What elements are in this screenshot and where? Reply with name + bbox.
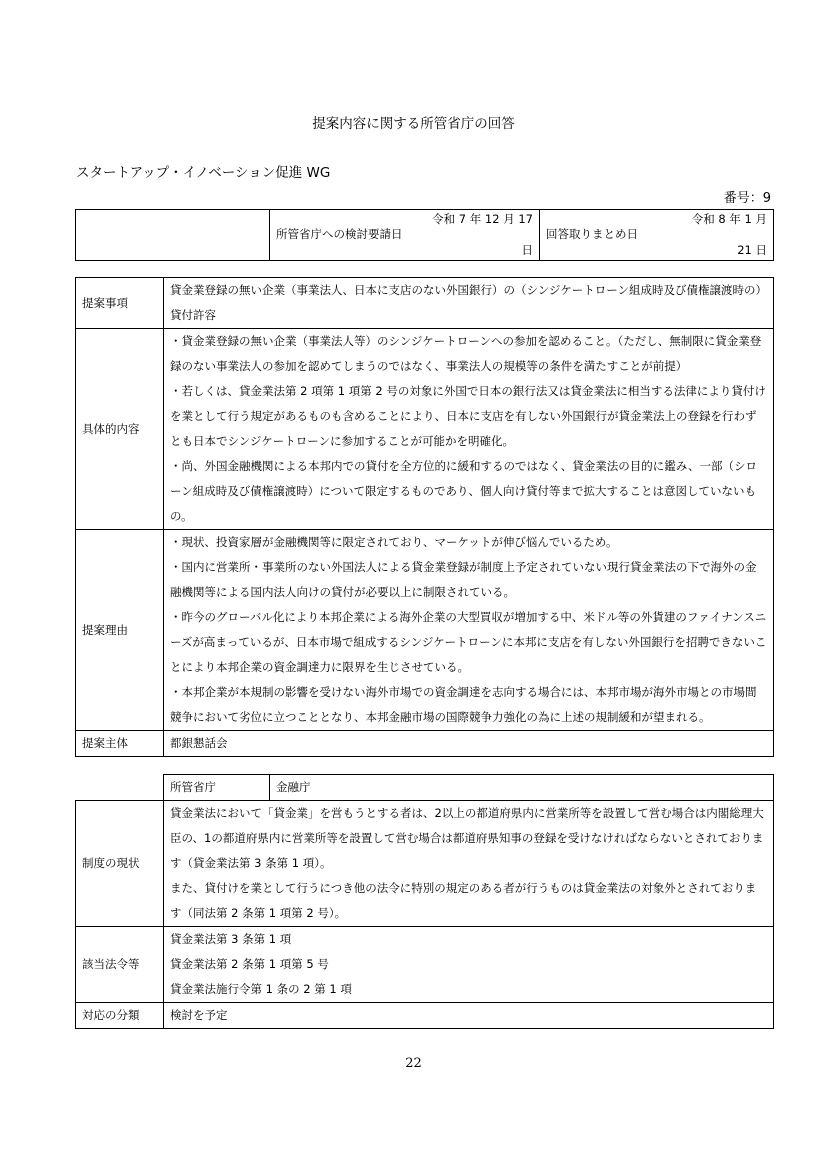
law-list [164,927,774,1003]
reason-paragraph: ・本邦企業が本規制の影響を受けない海外市場での資金調達を志向する場合には、本邦市場が海外市場との市場間競争において劣位に立つこととなり、本邦金融市場の国際競争力強化の為に上述の規制緩和が望まれる。 [170,685,757,724]
law-item: 貸金業法第 3 条第 1 項 [170,932,292,946]
content-label: 具体的内容 [76,329,164,530]
proposal-table [75,277,774,757]
law-label: 該当法令等 [76,927,164,1003]
answer-date-line2: 21 日 [737,243,767,257]
status-text [164,801,774,927]
answer-date-cell [540,210,774,261]
content-text [164,329,774,530]
status-paragraph: 貸金業法において「貸金業」を営もうとする者は、2以上の都道府県内に営業所等を設置して営む場合は内閣総理大臣の、1の都道府県内に営業所等を設置して営む場合は都道府県知事の登録を受けなければならないとされております（貸金業法第 3 条第 1 項）。 [170,806,764,870]
category-value: 検討を予定 [164,1003,774,1029]
answer-date-line1: 令和 8 年 1 月 [691,212,767,226]
answer-table [75,774,774,1029]
reason-paragraph: ・昨今のグローバル化により本邦企業による海外企業の大型買収が増加する中、米ドル等の外貨建のファイナンスニーズが高まっているが、日本市場で組成するシンジケートローンに本邦に支店を有しない外国銀行を招聘できないことにより本邦企業の資金調達力に限界を生じさせている。 [170,610,767,674]
matter-text: 貸金業登録の無い企業（事業法人、日本に支店のない外国銀行）の（シンジケートローン組成時及び債権譲渡時の）貸付許容 [164,278,774,329]
request-date-line1: 令和 7 年 12 月 17 [432,212,533,226]
proposer-label: 提案主体 [76,731,164,757]
content-paragraph: ・貸金業登録の無い企業（事業法人等）のシンジケートローンへの参加を認めること。（ただし、無制限に貸金業登録のない事業法人の参加を認めてしまうのではなく、事業法人の規模等の条件を満たすことが前提） [170,334,762,373]
working-group-name: スタートアップ・イノベーション促進 WG [76,165,331,181]
content-paragraph: ・若しくは、貸金業法第 2 項第 1 項第 2 号の対象に外国で日本の銀行法又は貸金業法に相当する法律により貸付けを業として行う規定があるものも含めることにより、日本に支店を有しない外国銀行が貸金業法上の登録を行わずとも日本でシンジケートローンに参加することが可能かを明確化。 [170,384,766,448]
request-date-line2: 日 [521,243,533,257]
ministry-label: 所管省庁 [164,775,270,801]
reason-paragraph: ・国内に営業所・事業所のない外国法人による貸金業登録が制度上予定されていない現行貸金業法の下で海外の金融機関等による国内法人向けの貸付が必要以上に制限されている。 [170,560,757,599]
category-label: 対応の分類 [76,1003,164,1029]
matter-label: 提案事項 [76,278,164,329]
blank-cell [76,210,270,261]
reason-paragraph: ・現状、投資家層が金融機関等に限定されており、マーケットが伸び悩んでいるため。 [170,535,618,549]
proposal-number: 番号：9 [723,191,771,206]
page-title: 提案内容に関する所管省庁の回答 [312,116,515,132]
law-item: 貸金業法第 2 条第 1 項第 5 号 [170,957,329,971]
answer-date-label: 回答取りまとめ日 [546,227,638,241]
reason-label: 提案理由 [76,530,164,731]
page-number: 22 [405,1056,422,1071]
law-item: 貸金業法施行令第 1 条の 2 第 1 項 [170,982,352,996]
proposer-value: 都銀懇話会 [164,731,774,757]
blank-cell [76,775,164,801]
status-label: 制度の現状 [76,801,164,927]
content-paragraph: ・尚、外国金融機関による本邦内での貸付を全方位的に緩和するのではなく、貸金業法の目的に鑑み、一部（シローン組成時及び債権譲渡時）について限定するものであり、個人向け貸付等まで拡大することは意図していないもの。 [170,459,757,523]
reason-text [164,530,774,731]
request-date-cell [270,210,540,261]
dates-table [75,209,774,261]
status-paragraph: また、貸付けを業として行うにつき他の法令に特別の規定のある者が行うものは貸金業法の対象外とされております（同法第 2 条第 1 項第 2 号）。 [170,881,757,920]
ministry-value: 金融庁 [270,775,774,801]
request-date-label: 所管省庁への検討要請日 [276,227,403,241]
